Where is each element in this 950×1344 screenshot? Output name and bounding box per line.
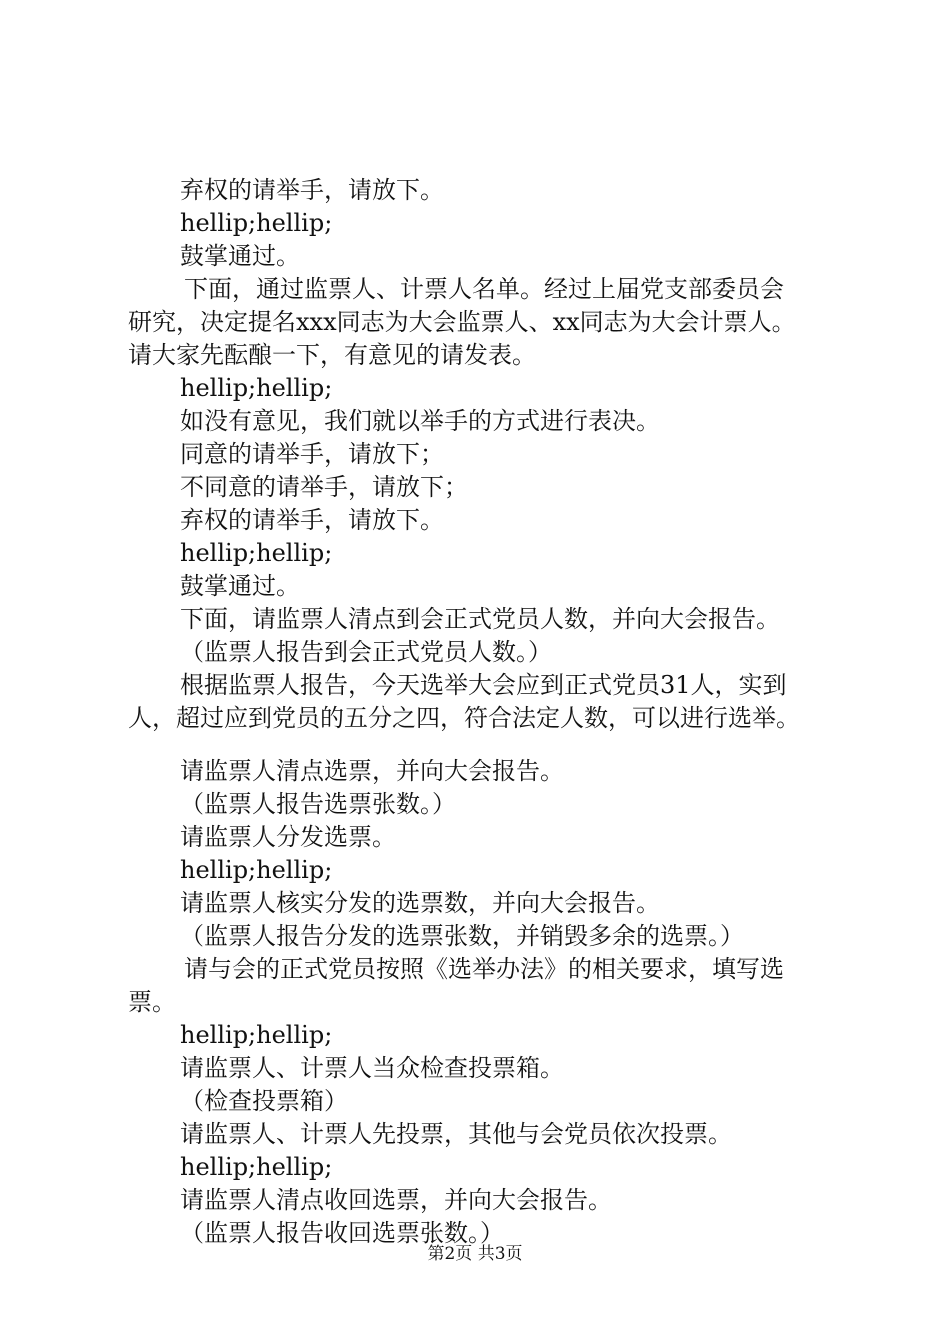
text-line: hellip;hellip;	[180, 1021, 333, 1049]
text-line: 请监票人分发选票。	[180, 823, 396, 851]
text-line: 如没有意见，我们就以举手的方式进行表决。	[180, 407, 660, 435]
text-line: 不同意的请举手，请放下；	[180, 473, 468, 501]
text-line: 弃权的请举手，请放下。	[180, 506, 444, 534]
text-line: 请监票人清点收回选票，并向大会报告。	[180, 1186, 612, 1214]
text-line: hellip;hellip;	[180, 209, 333, 237]
text-line: 请大家先酝酿一下，有意见的请发表。	[128, 341, 536, 369]
text-line: 研究，决定提名xxx同志为大会监票人、xx同志为大会计票人。	[128, 308, 796, 336]
text-line: 请监票人清点选票，并向大会报告。	[180, 757, 564, 785]
page-number-footer: 第2页 共3页	[427, 1244, 523, 1264]
text-line: hellip;hellip;	[180, 856, 333, 884]
text-line: 请与会的正式党员按照《选举办法》的相关要求，填写选	[184, 955, 784, 983]
paragraph-spacer	[128, 735, 840, 755]
text-line: 下面，请监票人清点到会正式党员人数，并向大会报告。	[180, 605, 780, 633]
text-line: （检查投票箱）	[180, 1087, 348, 1115]
text-line: 弃权的请举手，请放下。	[180, 176, 444, 204]
text-line: （监票人报告到会正式党员人数。）	[180, 638, 552, 666]
text-line: hellip;hellip;	[180, 1153, 333, 1181]
text-line: （监票人报告选票张数。）	[180, 790, 456, 818]
text-line: 请监票人、计票人先投票，其他与会党员依次投票。	[180, 1120, 732, 1148]
text-line: 鼓掌通过。	[180, 572, 300, 600]
document-body	[128, 174, 840, 1250]
text-line: 鼓掌通过。	[180, 242, 300, 270]
text-line: 根据监票人报告，今天选举大会应到正式党员31人，实到	[180, 671, 787, 699]
text-line: 同意的请举手，请放下；	[180, 440, 444, 468]
text-line: 票。	[128, 988, 176, 1016]
text-line: 请监票人核实分发的选票数，并向大会报告。	[180, 889, 660, 917]
text-line: 请监票人、计票人当众检查投票箱。	[180, 1054, 564, 1082]
text-line: （监票人报告收回选票张数。）	[180, 1219, 504, 1247]
text-line: 下面，通过监票人、计票人名单。经过上届党支部委员会	[184, 275, 784, 303]
text-line: hellip;hellip;	[180, 374, 333, 402]
text-line: 人，超过应到党员的五分之四，符合法定人数，可以进行选举。	[128, 704, 800, 732]
text-line: hellip;hellip;	[180, 539, 333, 567]
text-line: （监票人报告分发的选票张数，并销毁多余的选票。）	[180, 922, 744, 950]
